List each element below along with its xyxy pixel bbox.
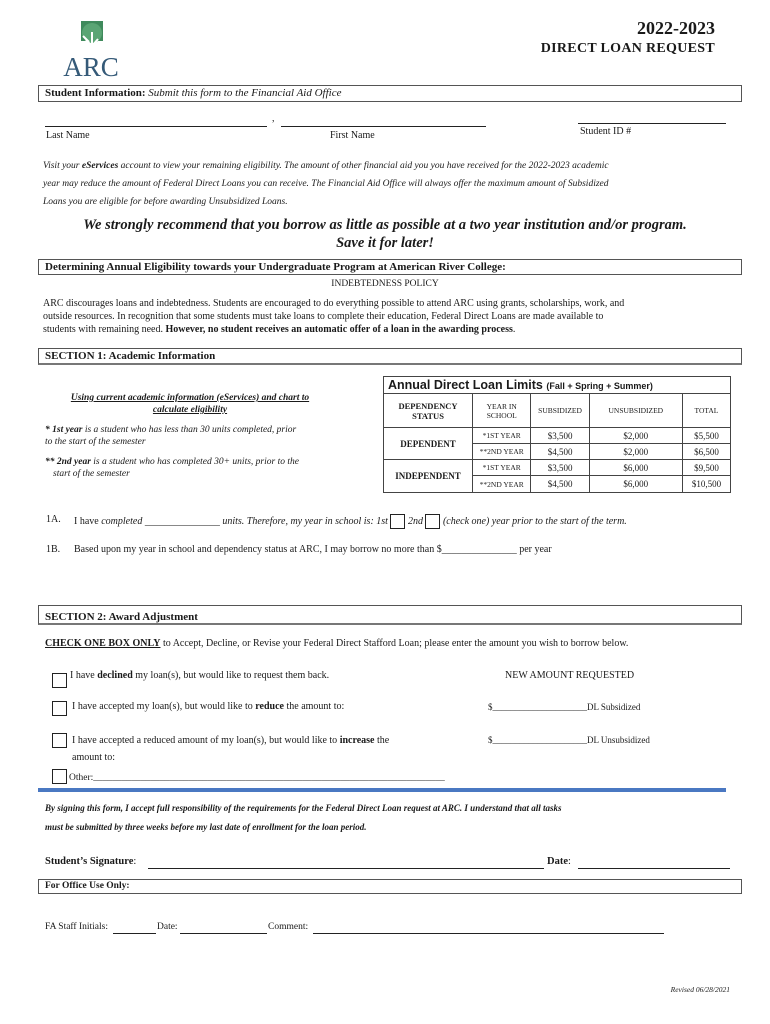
option-increase-checkbox[interactable] bbox=[52, 731, 67, 749]
loan-limits-title: Annual Direct Loan Limits (Fall + Spring + Summer) bbox=[383, 376, 731, 393]
table-cell: $3,500 bbox=[531, 428, 589, 444]
intro-paragraph: Visit your eServices account to view your remaining eligibility. The amount of other financial aid you you have received for the 2022-2023 academic year may reduce the amount of Federal Direct Loans you can receive. The Financial Aid Office will always offer the maximum amount of Subsidized Loans you are eligible for before awarding Unsubsidized Loans. bbox=[43, 161, 609, 207]
student-info-label: Student Information: bbox=[45, 87, 146, 99]
col-dependency: DEPENDENCY STATUS bbox=[384, 394, 473, 428]
table-cell: **2ND YEAR bbox=[473, 476, 531, 493]
divider bbox=[38, 788, 726, 792]
table-cell: **2ND YEAR bbox=[473, 444, 531, 460]
second-year-note: ** 2nd year is a student who has completed 30+ units, prior to the start of the semester bbox=[45, 457, 299, 479]
first-year-note: * 1st year is a student who has less than 30 units completed, prior to the start of the semester bbox=[45, 425, 297, 447]
section2-bar: SECTION 2: Award Adjustment bbox=[38, 605, 742, 625]
table-row bbox=[384, 428, 731, 444]
status-dependent: DEPENDENT bbox=[384, 428, 473, 460]
option-increase-label: I have accepted a reduced amount of my loan(s), but would like to increase the amount to: bbox=[72, 735, 390, 763]
signature-label: Student’s Signature: bbox=[45, 856, 137, 867]
table-cell: *1ST YEAR bbox=[473, 428, 531, 444]
fa-staff-initials-label: FA Staff Initials: bbox=[45, 922, 108, 932]
year-2nd-checkbox[interactable] bbox=[425, 514, 440, 529]
new-amount-label: NEW AMOUNT REQUESTED bbox=[505, 670, 635, 681]
table-cell: $4,500 bbox=[531, 476, 589, 493]
check-one-instruction: CHECK ONE BOX ONLY to Accept, Decline, or Revise your Federal Direct Stafford Loan; please enter the amount you wish to borrow below. bbox=[45, 638, 629, 649]
student-id-label: Student ID # bbox=[580, 126, 632, 137]
question-1a-number: 1A. bbox=[46, 514, 61, 525]
date-label: Date: bbox=[547, 856, 571, 867]
office-date-field[interactable] bbox=[180, 922, 267, 934]
student-info-bar bbox=[38, 85, 742, 102]
comment-label: Comment: bbox=[268, 922, 309, 932]
policy-title: INDEBTEDNESS POLICY bbox=[331, 279, 439, 289]
loan-limits-grid bbox=[383, 393, 731, 493]
question-1b-number: 1B. bbox=[46, 544, 61, 555]
last-name-field[interactable] bbox=[45, 114, 267, 127]
chart-instruction: Using current academic information (eServices) and chart to calculate eligibility bbox=[70, 393, 310, 415]
option-reduce-label: I have accepted my loan(s), but would like to reduce the amount to: bbox=[72, 701, 345, 712]
revised-date: Revised 06/28/2021 bbox=[670, 985, 730, 994]
policy-text: ARC discourages loans and indebtedness. Students are encouraged to do everything possible to attend ARC using grants, scholarships, work, and outside resources. In recognition that some students must take loans to complete their education, Federal Direct Loans are made available to students with remaining need. However, no student receives an automatic offer of a loan in the awarding process. bbox=[43, 298, 625, 335]
option-other-checkbox[interactable] bbox=[52, 767, 67, 785]
name-comma: , bbox=[272, 113, 275, 124]
col-unsubsidized: UNSUBSIDIZED bbox=[589, 394, 682, 428]
fa-staff-initials-field[interactable] bbox=[113, 922, 156, 934]
recommendation bbox=[40, 216, 730, 252]
table-cell: $4,500 bbox=[531, 444, 589, 460]
recommendation-line1: We strongly recommend that you borrow as little as possible at a two year institution and/or program. bbox=[83, 217, 687, 233]
option-reduce-checkbox[interactable] bbox=[52, 699, 67, 717]
eligibility-bar: Determining Annual Eligibility towards your Undergraduate Program at American River College: bbox=[38, 259, 742, 275]
table-cell: $10,500 bbox=[682, 476, 730, 493]
signature-date-field[interactable] bbox=[578, 856, 730, 869]
question-1b: Based upon my year in school and dependency status at ARC, I may borrow no more than $_______________ per year bbox=[74, 544, 552, 555]
office-use-bar: For Office Use Only: bbox=[38, 879, 742, 894]
last-name-label: Last Name bbox=[46, 130, 90, 141]
status-independent: INDEPENDENT bbox=[384, 460, 473, 493]
table-cell: $6,000 bbox=[589, 476, 682, 493]
table-cell: $5,500 bbox=[682, 428, 730, 444]
table-cell: $2,000 bbox=[589, 428, 682, 444]
form-title: DIRECT LOAN REQUEST bbox=[540, 41, 715, 56]
signing-statement: By signing this form, I accept full responsibility of the requirements for the Federal Direct Loan request at ARC. I understand that all tasks must be submitted by three weeks before my last date of enrollment for the loan period. bbox=[45, 803, 562, 832]
table-cell: $9,500 bbox=[682, 460, 730, 476]
table-cell: $6,000 bbox=[589, 460, 682, 476]
section1-bar: SECTION 1: Academic Information bbox=[38, 348, 742, 365]
table-cell: *1ST YEAR bbox=[473, 460, 531, 476]
signature-field[interactable] bbox=[148, 856, 544, 869]
svg-text:ARC: ARC bbox=[63, 52, 119, 80]
arc-logo bbox=[56, 18, 126, 80]
col-year: YEAR IN SCHOOL bbox=[473, 394, 531, 428]
question-1a: I have completed _______________ units. Therefore, my year in school is: 1st 2nd (check one) year prior to the start of the term. bbox=[74, 514, 627, 529]
dl-unsubsidized-amount-field[interactable]: $_____________________DL Unsubsidized bbox=[488, 735, 650, 745]
col-subsidized: SUBSIDIZED bbox=[531, 394, 589, 428]
office-date-label: Date: bbox=[157, 922, 178, 932]
comment-field[interactable] bbox=[313, 922, 664, 934]
student-info-instruction: Submit this form to the Financial Aid Office bbox=[148, 87, 342, 99]
table-cell: $3,500 bbox=[531, 460, 589, 476]
year-1st-checkbox[interactable] bbox=[390, 514, 405, 529]
option-other-field[interactable]: Other:__________________________________________________________________________ bbox=[69, 773, 445, 783]
recommendation-line2: Save it for later! bbox=[336, 235, 434, 251]
option-declined-label: I have declined my loan(s), but would like to request them back. bbox=[70, 670, 330, 681]
first-name-field[interactable] bbox=[281, 114, 486, 127]
dl-subsidized-amount-field[interactable]: $_____________________DL Subsidized bbox=[488, 702, 641, 712]
table-cell: $6,500 bbox=[682, 444, 730, 460]
table-row bbox=[384, 460, 731, 476]
option-declined-checkbox[interactable] bbox=[52, 671, 67, 689]
table-cell: $2,000 bbox=[589, 444, 682, 460]
col-total: TOTAL bbox=[682, 394, 730, 428]
first-name-label: First Name bbox=[330, 130, 375, 141]
loan-limits-table bbox=[383, 376, 731, 493]
student-id-field[interactable] bbox=[578, 111, 726, 124]
academic-year: 2022-2023 bbox=[637, 18, 715, 38]
